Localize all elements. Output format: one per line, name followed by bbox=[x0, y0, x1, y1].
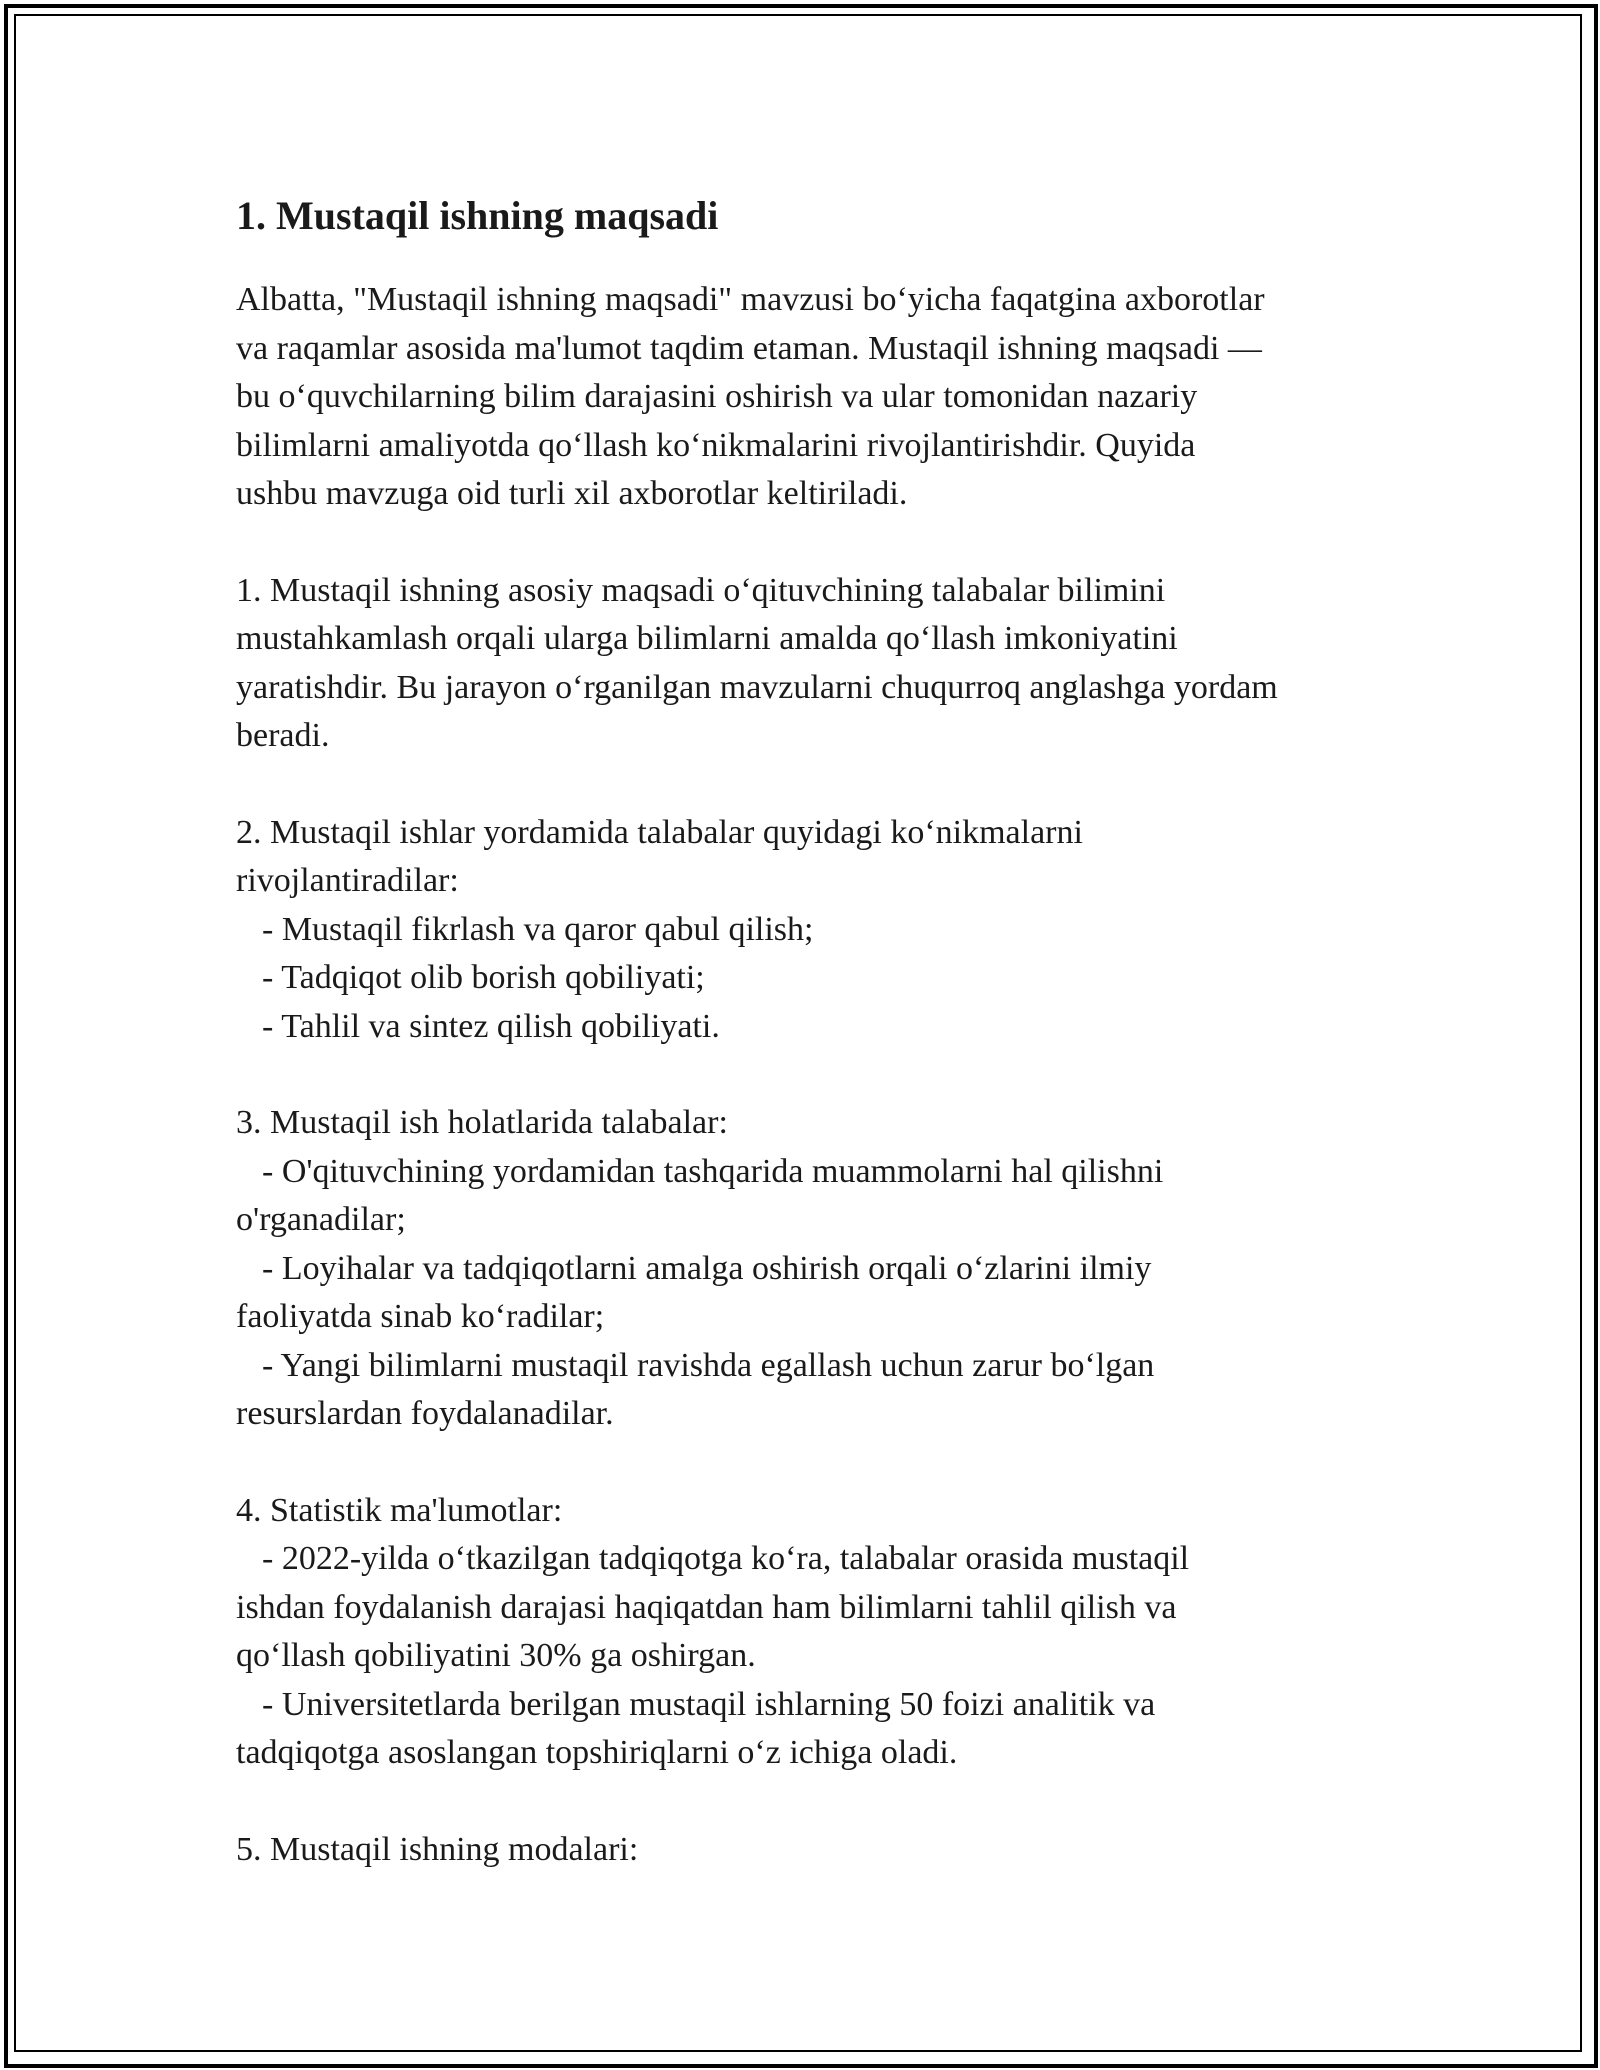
item4-bullet-cont: tadqiqotga asoslangan topshiriqlarni o‘z ichiga oladi. bbox=[236, 1734, 958, 1771]
item5-title: 5. Mustaqil ishning modalari: bbox=[236, 1830, 639, 1868]
intro-line: Albatta, "Mustaqil ishning maqsadi" mavzusi bo‘yicha faqatgina axborotlar bbox=[236, 281, 1265, 318]
intro-line: ushbu mavzuga oid turli xil axborotlar keltiriladi. bbox=[236, 475, 908, 512]
item3-bullet-cont: resurslardan foydalanadilar. bbox=[236, 1395, 614, 1432]
intro-line: va raqamlar asosida ma'lumot taqdim etaman. Mustaqil ishning maqsadi — bbox=[236, 329, 1262, 367]
item4-title: 4. Statistik ma'lumotlar: bbox=[236, 1491, 563, 1529]
item3-title: 3. Mustaqil ish holatlarida talabalar: bbox=[236, 1104, 728, 1141]
item1-line: 1. Mustaqil ishning asosiy maqsadi o‘qituvchining talabalar bilimini bbox=[236, 571, 1166, 609]
list-item-5 bbox=[236, 1826, 1396, 1875]
item1-line: yaratishdir. Bu jarayon o‘rganilgan mavzularni chuqurroq anglashga yordam bbox=[236, 668, 1278, 706]
item2-bullet: - Tadqiqot olib borish qobiliyati; bbox=[262, 959, 705, 996]
item4-bullet: - 2022-yilda o‘tkazilgan tadqiqotga ko‘ra, talabalar orasida mustaqil bbox=[262, 1540, 1190, 1577]
list-item-1 bbox=[236, 567, 1396, 761]
item2-bullet: - Mustaqil fikrlash va qaror qabul qilish; bbox=[262, 910, 814, 948]
item1-line: mustahkamlash orqali ularga bilimlarni amalda qo‘llash imkoniyatini bbox=[236, 620, 1178, 657]
list-item-3 bbox=[236, 1099, 1396, 1439]
item1-line: beradi. bbox=[236, 717, 330, 754]
intro-line: bu o‘quvchilarning bilim darajasini oshirish va ular tomonidan nazariy bbox=[236, 378, 1198, 415]
document-page bbox=[236, 188, 1396, 1922]
intro-paragraph bbox=[236, 276, 1396, 519]
item4-bullet-cont: qo‘llash qobiliyatini 30% ga oshirgan. bbox=[236, 1637, 756, 1674]
item4-bullet: - Universitetlarda berilgan mustaqil ishlarning 50 foizi analitik va bbox=[262, 1685, 1156, 1723]
item3-bullet: - Yangi bilimlarni mustaqil ravishda egallash uchun zarur bo‘lgan bbox=[262, 1346, 1155, 1384]
list-item-2 bbox=[236, 809, 1396, 1052]
item3-bullet-cont: faoliyatda sinab ko‘radilar; bbox=[236, 1298, 605, 1335]
intro-line: bilimlarni amaliyotda qo‘llash ko‘nikmalarini rivojlantirishdir. Quyida bbox=[236, 426, 1196, 464]
item2-line: rivojlantiradilar: bbox=[236, 862, 459, 899]
section-heading: 1. Mustaqil ishning maqsadi bbox=[236, 193, 719, 238]
item2-bullet: - Tahlil va sintez qilish qobiliyati. bbox=[262, 1007, 720, 1045]
item4-bullet-cont: ishdan foydalanish darajasi haqiqatdan ham bilimlarni tahlil qilish va bbox=[236, 1588, 1177, 1626]
item3-bullet-cont: o'rganadilar; bbox=[236, 1201, 406, 1238]
item3-bullet: - Loyihalar va tadqiqotlarni amalga oshirish orqali o‘zlarini ilmiy bbox=[262, 1249, 1152, 1287]
item3-bullet: - O'qituvchining yordamidan tashqarida muammolarni hal qilishni bbox=[262, 1152, 1164, 1190]
list-item-4 bbox=[236, 1487, 1396, 1778]
item2-line: 2. Mustaqil ishlar yordamida talabalar quyidagi ko‘nikmalarni bbox=[236, 813, 1083, 851]
